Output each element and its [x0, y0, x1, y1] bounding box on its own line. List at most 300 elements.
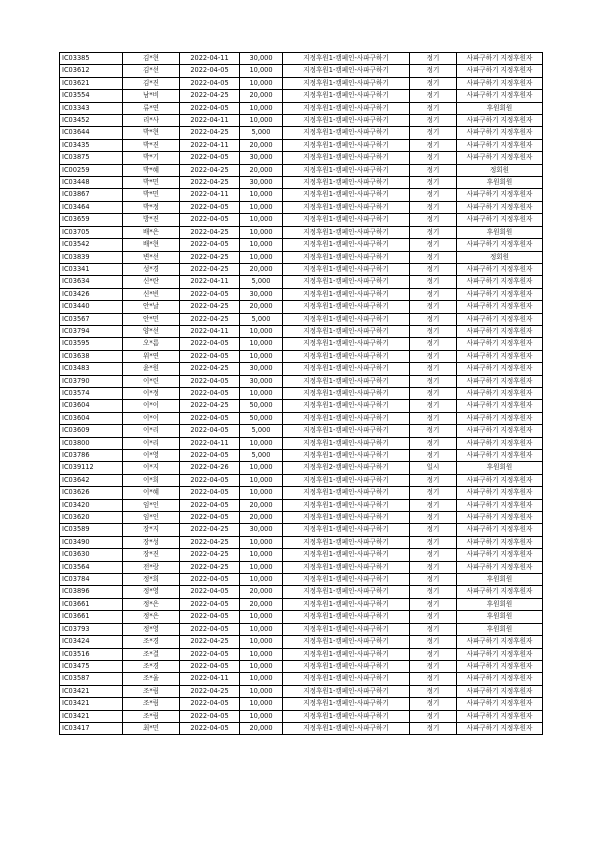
- table-row: [60, 152, 543, 164]
- campaign-cell: 지정후원1-캠페인-사파구하기: [283, 673, 410, 685]
- table-row: [60, 127, 543, 139]
- donor-name-cell: 임*인: [123, 512, 180, 524]
- donation-date-cell: 2022-04-05: [180, 474, 240, 486]
- donation-amount-cell: 30,000: [240, 524, 283, 536]
- member-note-cell: 사파구하기 지정후원자: [457, 698, 543, 710]
- campaign-cell: 지정후원1-캠페인-사파구하기: [283, 499, 410, 511]
- donor-name-cell: 박*민: [123, 189, 180, 201]
- donation-type-cell: 정기: [410, 115, 457, 127]
- donor-name-cell: 변*선: [123, 251, 180, 263]
- donor-name-cell: 정*영: [123, 586, 180, 598]
- campaign-cell: 지정후원1-캠페인-사파구하기: [283, 226, 410, 238]
- campaign-cell: 지정후원1-캠페인-사파구하기: [283, 698, 410, 710]
- member-note-cell: 사파구하기 지정후원자: [457, 474, 543, 486]
- donation-type-cell: 정기: [410, 450, 457, 462]
- donor-id-cell: IC03589: [60, 524, 123, 536]
- campaign-cell: 지정후원1-캠페인-사파구하기: [283, 77, 410, 89]
- member-note-cell: 사파구하기 지정후원자: [457, 115, 543, 127]
- donation-amount-cell: 10,000: [240, 239, 283, 251]
- donation-date-cell: 2022-04-11: [180, 139, 240, 151]
- donation-date-cell: 2022-04-25: [180, 301, 240, 313]
- donor-name-cell: 정*은: [123, 598, 180, 610]
- campaign-cell: 지정후원1-캠페인-사파구하기: [283, 164, 410, 176]
- campaign-cell: 지정후원1-캠페인-사파구하기: [283, 313, 410, 325]
- donation-type-cell: 정기: [410, 722, 457, 734]
- donation-amount-cell: 10,000: [240, 549, 283, 561]
- donor-name-cell: 김*진: [123, 77, 180, 89]
- donation-date-cell: 2022-04-25: [180, 251, 240, 263]
- donation-type-cell: 정기: [410, 350, 457, 362]
- donation-date-cell: 2022-04-05: [180, 450, 240, 462]
- campaign-cell: 지정후원1-캠페인-사파구하기: [283, 239, 410, 251]
- donation-type-cell: 정기: [410, 598, 457, 610]
- donor-name-cell: 이*리: [123, 425, 180, 437]
- donor-name-cell: 조*울: [123, 673, 180, 685]
- donation-date-cell: 2022-04-25: [180, 561, 240, 573]
- donor-name-cell: 조*림: [123, 710, 180, 722]
- table-row: [60, 512, 543, 524]
- member-note-cell: 후원회원: [457, 102, 543, 114]
- donation-type-cell: 정기: [410, 524, 457, 536]
- donation-type-cell: 정기: [410, 164, 457, 176]
- donation-amount-cell: 10,000: [240, 623, 283, 635]
- donation-date-cell: 2022-04-05: [180, 102, 240, 114]
- donation-type-cell: 정기: [410, 574, 457, 586]
- donation-date-cell: 2022-04-25: [180, 164, 240, 176]
- member-note-cell: 사파구하기 지정후원자: [457, 350, 543, 362]
- member-note-cell: 사파구하기 지정후원자: [457, 387, 543, 399]
- campaign-cell: 지정후원1-캠페인-사파구하기: [283, 598, 410, 610]
- donation-date-cell: 2022-04-05: [180, 512, 240, 524]
- donation-date-cell: 2022-04-25: [180, 177, 240, 189]
- member-note-cell: 사파구하기 지정후원자: [457, 536, 543, 548]
- donor-name-cell: 김*현: [123, 53, 180, 65]
- donation-type-cell: 정기: [410, 375, 457, 387]
- donor-name-cell: 이*영: [123, 450, 180, 462]
- donation-amount-cell: 10,000: [240, 648, 283, 660]
- donor-id-cell: IC03464: [60, 201, 123, 213]
- donor-id-cell: IC03564: [60, 561, 123, 573]
- donation-amount-cell: 20,000: [240, 512, 283, 524]
- donation-type-cell: 정기: [410, 363, 457, 375]
- donor-id-cell: IC03634: [60, 276, 123, 288]
- donor-name-cell: 이*리: [123, 437, 180, 449]
- donation-amount-cell: 20,000: [240, 263, 283, 275]
- donor-id-cell: IC03421: [60, 710, 123, 722]
- donor-id-cell: IC00259: [60, 164, 123, 176]
- donor-name-cell: 최*민: [123, 722, 180, 734]
- member-note-cell: 후원회원: [457, 623, 543, 635]
- member-note-cell: 사파구하기 지정후원자: [457, 685, 543, 697]
- member-note-cell: 사파구하기 지정후원자: [457, 524, 543, 536]
- member-note-cell: 사파구하기 지정후원자: [457, 276, 543, 288]
- donor-name-cell: 조*림: [123, 698, 180, 710]
- member-note-cell: 사파구하기 지정후원자: [457, 710, 543, 722]
- table-row: [60, 450, 543, 462]
- table-row: [60, 722, 543, 734]
- donation-date-cell: 2022-04-26: [180, 462, 240, 474]
- table-row: [60, 313, 543, 325]
- campaign-cell: 지정후원1-캠페인-사파구하기: [283, 387, 410, 399]
- donation-type-cell: 정기: [410, 263, 457, 275]
- table-row: [60, 598, 543, 610]
- donation-amount-cell: 20,000: [240, 90, 283, 102]
- donation-amount-cell: 5,000: [240, 127, 283, 139]
- donation-date-cell: 2022-04-05: [180, 350, 240, 362]
- campaign-cell: 지정후원1-캠페인-사파구하기: [283, 536, 410, 548]
- donor-name-cell: 양*선: [123, 325, 180, 337]
- member-note-cell: 사파구하기 지정후원자: [457, 722, 543, 734]
- campaign-cell: 지정후원1-캠페인-사파구하기: [283, 177, 410, 189]
- donor-name-cell: 신*빈: [123, 288, 180, 300]
- donation-date-cell: 2022-04-25: [180, 524, 240, 536]
- donor-id-cell: IC03542: [60, 239, 123, 251]
- table-row: [60, 276, 543, 288]
- donor-name-cell: 오*름: [123, 338, 180, 350]
- donation-date-cell: 2022-04-05: [180, 239, 240, 251]
- donor-id-cell: IC03786: [60, 450, 123, 462]
- member-note-cell: 사파구하기 지정후원자: [457, 189, 543, 201]
- donation-date-cell: 2022-04-05: [180, 65, 240, 77]
- member-note-cell: 사파구하기 지정후원자: [457, 586, 543, 598]
- member-note-cell: 사파구하기 지정후원자: [457, 375, 543, 387]
- donor-id-cell: IC03784: [60, 574, 123, 586]
- campaign-cell: 지정후원1-캠페인-사파구하기: [283, 574, 410, 586]
- table-row: [60, 387, 543, 399]
- campaign-cell: 지정후원1-캠페인-사파구하기: [283, 549, 410, 561]
- donor-id-cell: IC03490: [60, 536, 123, 548]
- donor-id-cell: IC03705: [60, 226, 123, 238]
- table-row: [60, 164, 543, 176]
- table-row: [60, 301, 543, 313]
- table-row: [60, 524, 543, 536]
- table-row: [60, 363, 543, 375]
- donor-name-cell: 박*기: [123, 152, 180, 164]
- donation-amount-cell: 5,000: [240, 450, 283, 462]
- campaign-cell: 지정후원1-캠페인-사파구하기: [283, 214, 410, 226]
- donor-name-cell: 위*연: [123, 350, 180, 362]
- donation-type-cell: 정기: [410, 499, 457, 511]
- campaign-cell: 지정후원1-캠페인-사파구하기: [283, 127, 410, 139]
- donor-name-cell: 윤*원: [123, 363, 180, 375]
- donation-type-cell: 정기: [410, 276, 457, 288]
- donor-id-cell: IC03630: [60, 549, 123, 561]
- donation-amount-cell: 10,000: [240, 710, 283, 722]
- donation-type-cell: 정기: [410, 623, 457, 635]
- donation-type-cell: 정기: [410, 201, 457, 213]
- member-note-cell: 사파구하기 지정후원자: [457, 65, 543, 77]
- member-note-cell: 후원회원: [457, 462, 543, 474]
- donation-type-cell: 정기: [410, 710, 457, 722]
- donation-type-cell: 정기: [410, 487, 457, 499]
- campaign-cell: 지정후원1-캠페인-사파구하기: [283, 90, 410, 102]
- donation-date-cell: 2022-04-05: [180, 710, 240, 722]
- donor-id-cell: IC03604: [60, 400, 123, 412]
- donor-name-cell: 정*은: [123, 611, 180, 623]
- campaign-cell: 지정후원1-캠페인-사파구하기: [283, 648, 410, 660]
- table-row: [60, 586, 543, 598]
- campaign-cell: 지정후원1-캠페인-사파구하기: [283, 722, 410, 734]
- donation-date-cell: 2022-04-25: [180, 549, 240, 561]
- donation-amount-cell: 10,000: [240, 487, 283, 499]
- table-row: [60, 710, 543, 722]
- donation-amount-cell: 10,000: [240, 660, 283, 672]
- campaign-cell: 지정후원1-캠페인-사파구하기: [283, 276, 410, 288]
- donor-name-cell: 배*은: [123, 226, 180, 238]
- donation-date-cell: 2022-04-25: [180, 313, 240, 325]
- donation-amount-cell: 10,000: [240, 437, 283, 449]
- donation-type-cell: 정기: [410, 127, 457, 139]
- donation-amount-cell: 30,000: [240, 152, 283, 164]
- member-note-cell: 사파구하기 지정후원자: [457, 313, 543, 325]
- campaign-cell: 지정후원1-캠페인-사파구하기: [283, 53, 410, 65]
- donor-id-cell: IC03612: [60, 65, 123, 77]
- donation-amount-cell: 20,000: [240, 722, 283, 734]
- donor-id-cell: IC03604: [60, 412, 123, 424]
- campaign-cell: 지정후원1-캠페인-사파구하기: [283, 363, 410, 375]
- donation-type-cell: 정기: [410, 189, 457, 201]
- table-row: [60, 338, 543, 350]
- table-row: [60, 263, 543, 275]
- donor-id-cell: IC03343: [60, 102, 123, 114]
- donation-amount-cell: 10,000: [240, 102, 283, 114]
- donor-name-cell: 성*경: [123, 263, 180, 275]
- donation-type-cell: 정기: [410, 387, 457, 399]
- member-note-cell: 사파구하기 지정후원자: [457, 660, 543, 672]
- campaign-cell: 지정후원2-캠페인-사파구하기: [283, 462, 410, 474]
- table-row: [60, 611, 543, 623]
- donor-id-cell: IC03661: [60, 598, 123, 610]
- table-row: [60, 698, 543, 710]
- table-row: [60, 77, 543, 89]
- campaign-cell: 지정후원1-캠페인-사파구하기: [283, 350, 410, 362]
- member-note-cell: 후원회원: [457, 574, 543, 586]
- donor-name-cell: 이*지: [123, 462, 180, 474]
- donation-amount-cell: 10,000: [240, 214, 283, 226]
- campaign-cell: 지정후원1-캠페인-사파구하기: [283, 660, 410, 672]
- donation-date-cell: 2022-04-05: [180, 338, 240, 350]
- donor-id-cell: IC03452: [60, 115, 123, 127]
- donor-name-cell: 박*민: [123, 177, 180, 189]
- donor-id-cell: IC03875: [60, 152, 123, 164]
- donor-name-cell: 이*희: [123, 474, 180, 486]
- campaign-cell: 지정후원1-캠페인-사파구하기: [283, 375, 410, 387]
- donation-amount-cell: 10,000: [240, 77, 283, 89]
- campaign-cell: 지정후원1-캠페인-사파구하기: [283, 201, 410, 213]
- donation-amount-cell: 10,000: [240, 685, 283, 697]
- table-row: [60, 400, 543, 412]
- donation-type-cell: 정기: [410, 425, 457, 437]
- member-note-cell: 사파구하기 지정후원자: [457, 325, 543, 337]
- member-note-cell: 사파구하기 지정후원자: [457, 425, 543, 437]
- member-note-cell: 사파구하기 지정후원자: [457, 214, 543, 226]
- member-note-cell: 정회원: [457, 251, 543, 263]
- donor-id-cell: IC03609: [60, 425, 123, 437]
- table-row: [60, 251, 543, 263]
- table-row: [60, 201, 543, 213]
- donation-amount-cell: 30,000: [240, 53, 283, 65]
- campaign-cell: 지정후원1-캠페인-사파구하기: [283, 301, 410, 313]
- donation-date-cell: 2022-04-05: [180, 375, 240, 387]
- donation-type-cell: 정기: [410, 698, 457, 710]
- donor-id-cell: IC03790: [60, 375, 123, 387]
- table-row: [60, 239, 543, 251]
- donation-type-cell: 정기: [410, 673, 457, 685]
- member-note-cell: 사파구하기 지정후원자: [457, 139, 543, 151]
- donation-date-cell: 2022-04-11: [180, 115, 240, 127]
- campaign-cell: 지정후원1-캠페인-사파구하기: [283, 189, 410, 201]
- donation-date-cell: 2022-04-25: [180, 127, 240, 139]
- campaign-cell: 지정후원1-캠페인-사파구하기: [283, 512, 410, 524]
- donation-type-cell: 정기: [410, 611, 457, 623]
- donor-name-cell: 류*연: [123, 102, 180, 114]
- donation-amount-cell: 20,000: [240, 139, 283, 151]
- donation-type-cell: 정기: [410, 400, 457, 412]
- member-note-cell: 정회원: [457, 164, 543, 176]
- table-row: [60, 65, 543, 77]
- donation-amount-cell: 10,000: [240, 387, 283, 399]
- member-note-cell: 사파구하기 지정후원자: [457, 512, 543, 524]
- donor-name-cell: 장*성: [123, 536, 180, 548]
- member-note-cell: 사파구하기 지정후원자: [457, 301, 543, 313]
- donation-type-cell: 정기: [410, 474, 457, 486]
- donation-date-cell: 2022-04-05: [180, 586, 240, 598]
- member-note-cell: 후원회원: [457, 598, 543, 610]
- donation-type-cell: 정기: [410, 512, 457, 524]
- donor-id-cell: IC03867: [60, 189, 123, 201]
- donation-type-cell: 정기: [410, 226, 457, 238]
- donor-id-cell: IC03896: [60, 586, 123, 598]
- donation-type-cell: 정기: [410, 338, 457, 350]
- donation-date-cell: 2022-04-05: [180, 201, 240, 213]
- donor-name-cell: 박*혜: [123, 164, 180, 176]
- donation-amount-cell: 10,000: [240, 350, 283, 362]
- campaign-cell: 지정후원1-캠페인-사파구하기: [283, 487, 410, 499]
- donation-date-cell: 2022-04-05: [180, 623, 240, 635]
- table-row: [60, 462, 543, 474]
- donor-name-cell: 이*린: [123, 375, 180, 387]
- donor-id-cell: IC03341: [60, 263, 123, 275]
- donation-type-cell: 정기: [410, 288, 457, 300]
- donation-type-cell: 정기: [410, 660, 457, 672]
- donor-name-cell: 김*선: [123, 65, 180, 77]
- donor-id-cell: IC03421: [60, 685, 123, 697]
- donation-amount-cell: 50,000: [240, 412, 283, 424]
- table-row: [60, 487, 543, 499]
- donation-date-cell: 2022-04-25: [180, 90, 240, 102]
- table-row: [60, 375, 543, 387]
- donor-name-cell: 방*진: [123, 214, 180, 226]
- donation-amount-cell: 20,000: [240, 499, 283, 511]
- table-row: [60, 139, 543, 151]
- donor-name-cell: 이*정: [123, 387, 180, 399]
- member-note-cell: 사파구하기 지정후원자: [457, 127, 543, 139]
- donation-type-cell: 정기: [410, 152, 457, 164]
- donation-type-cell: 정기: [410, 412, 457, 424]
- donor-table-sheet: [59, 52, 543, 735]
- member-note-cell: 후원회원: [457, 226, 543, 238]
- donor-id-cell: IC03661: [60, 611, 123, 623]
- donation-date-cell: 2022-04-25: [180, 636, 240, 648]
- donation-type-cell: 정기: [410, 239, 457, 251]
- table-row: [60, 437, 543, 449]
- donor-id-cell: IC03424: [60, 636, 123, 648]
- donor-id-cell: IC03483: [60, 363, 123, 375]
- donation-amount-cell: 10,000: [240, 673, 283, 685]
- donation-date-cell: 2022-04-05: [180, 574, 240, 586]
- donation-type-cell: 정기: [410, 549, 457, 561]
- donation-amount-cell: 50,000: [240, 400, 283, 412]
- member-note-cell: 사파구하기 지정후원자: [457, 437, 543, 449]
- donor-name-cell: 전*랑: [123, 561, 180, 573]
- table-row: [60, 648, 543, 660]
- table-row: [60, 115, 543, 127]
- member-note-cell: 사파구하기 지정후원자: [457, 201, 543, 213]
- donor-name-cell: 리*사: [123, 115, 180, 127]
- table-row: [60, 226, 543, 238]
- donor-name-cell: 이*이: [123, 412, 180, 424]
- donation-date-cell: 2022-04-05: [180, 77, 240, 89]
- table-row: [60, 474, 543, 486]
- member-note-cell: 사파구하기 지정후원자: [457, 53, 543, 65]
- member-note-cell: 사파구하기 지정후원자: [457, 636, 543, 648]
- donation-date-cell: 2022-04-11: [180, 53, 240, 65]
- campaign-cell: 지정후원1-캠페인-사파구하기: [283, 263, 410, 275]
- donor-id-cell: IC03426: [60, 288, 123, 300]
- donation-date-cell: 2022-04-25: [180, 685, 240, 697]
- donor-name-cell: 장*진: [123, 549, 180, 561]
- donor-id-cell: IC03839: [60, 251, 123, 263]
- donation-amount-cell: 30,000: [240, 177, 283, 189]
- donation-date-cell: 2022-04-05: [180, 499, 240, 511]
- member-note-cell: 사파구하기 지정후원자: [457, 549, 543, 561]
- member-note-cell: 사파구하기 지정후원자: [457, 561, 543, 573]
- donor-name-cell: 임*인: [123, 499, 180, 511]
- donor-id-cell: IC03417: [60, 722, 123, 734]
- member-note-cell: 사파구하기 지정후원자: [457, 648, 543, 660]
- donation-type-cell: 정기: [410, 65, 457, 77]
- donor-id-cell: IC03620: [60, 512, 123, 524]
- donor-id-cell: IC03420: [60, 499, 123, 511]
- donation-amount-cell: 5,000: [240, 313, 283, 325]
- table-row: [60, 574, 543, 586]
- donation-amount-cell: 10,000: [240, 474, 283, 486]
- table-row: [60, 673, 543, 685]
- table-row: [60, 536, 543, 548]
- donor-id-cell: IC03659: [60, 214, 123, 226]
- member-note-cell: 후원회원: [457, 177, 543, 189]
- donor-id-cell: IC03595: [60, 338, 123, 350]
- donor-table: [59, 52, 543, 735]
- table-row: [60, 499, 543, 511]
- donor-name-cell: 박*진: [123, 139, 180, 151]
- member-note-cell: 사파구하기 지정후원자: [457, 263, 543, 275]
- donation-type-cell: 정기: [410, 536, 457, 548]
- donation-type-cell: 정기: [410, 90, 457, 102]
- donation-amount-cell: 30,000: [240, 363, 283, 375]
- table-row: [60, 214, 543, 226]
- donation-date-cell: 2022-04-11: [180, 276, 240, 288]
- campaign-cell: 지정후원1-캠페인-사파구하기: [283, 586, 410, 598]
- campaign-cell: 지정후원1-캠페인-사파구하기: [283, 338, 410, 350]
- donor-name-cell: 배*현: [123, 239, 180, 251]
- donation-amount-cell: 20,000: [240, 164, 283, 176]
- donor-id-cell: IC03554: [60, 90, 123, 102]
- donation-type-cell: 정기: [410, 251, 457, 263]
- donor-id-cell: IC03475: [60, 660, 123, 672]
- donor-name-cell: 안*날: [123, 301, 180, 313]
- table-row: [60, 636, 543, 648]
